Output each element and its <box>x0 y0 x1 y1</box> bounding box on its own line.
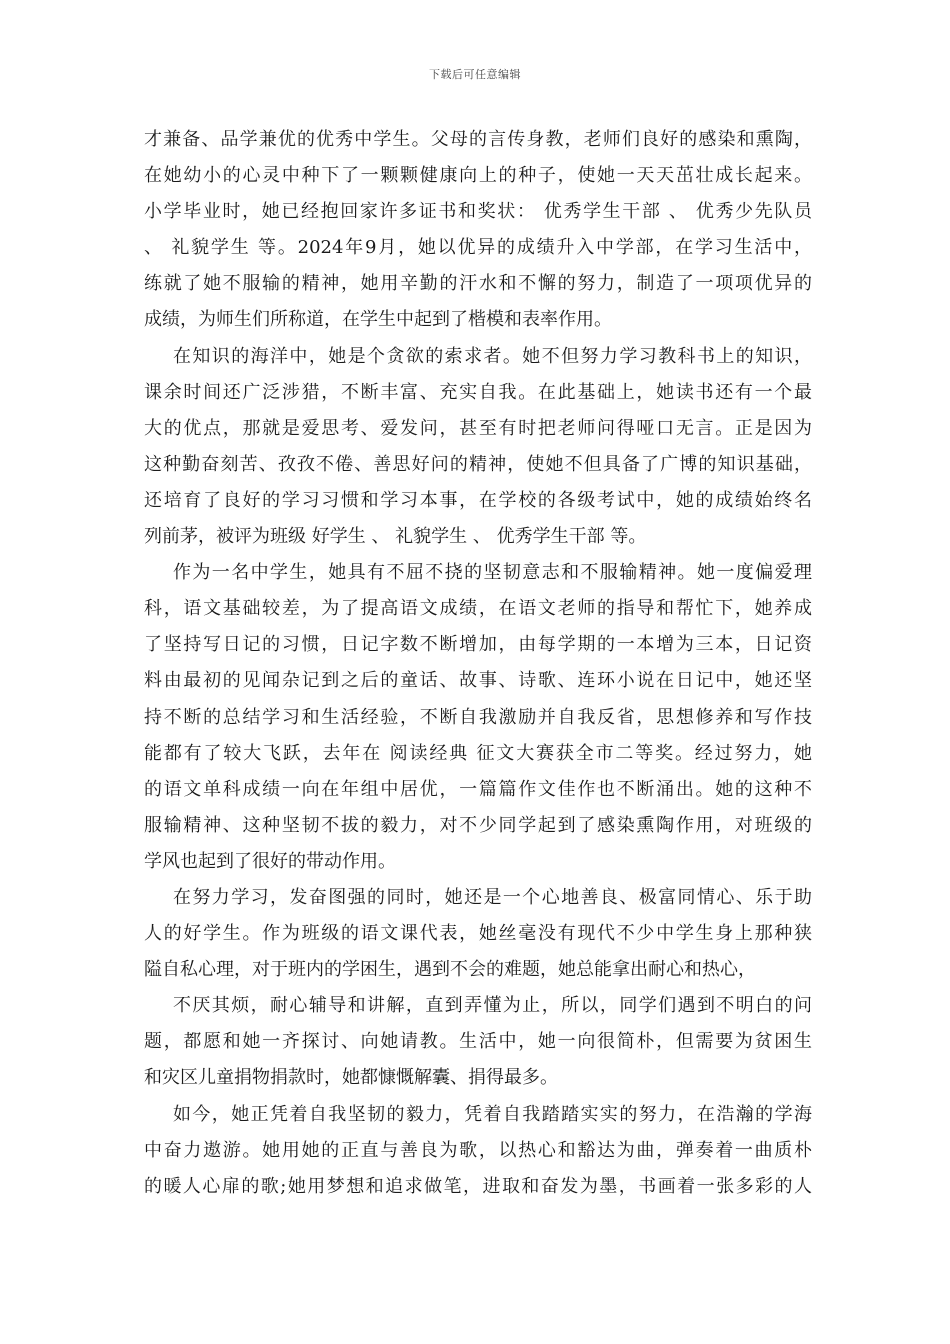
text-line: 科，语文基础较差，为了提高语文成绩，在语文老师的指导和帮忙下，她养成 <box>144 598 812 620</box>
text-line: 小学毕业时，她已经抱回家许多证书和奖状： 优秀学生干部 、 优秀少先队员 <box>144 201 812 223</box>
text-line: 了坚持写日记的习惯，日记字数不断增加，由每学期的一本增为三本，日记资 <box>144 634 812 656</box>
text-line: 成绩，为师生们所称道，在学生中起到了楷模和表率作用。 <box>144 309 612 331</box>
text-line: 持不断的总结学习和生活经验，不断自我激励并自我反省，思想修养和写作技 <box>144 706 812 728</box>
text-line: 在努力学习，发奋图强的同时，她还是一个心地善良、极富同情心、乐于助 <box>173 886 812 908</box>
text-line: 题，都愿和她一齐探讨、向她请教。生活中，她一向很简朴，但需要为贫困生 <box>144 1031 812 1053</box>
text-line: 服输精神、这种坚韧不拔的毅力，对不少同学起到了感染熏陶作用，对班级的 <box>144 814 812 836</box>
text-line: 料由最初的见闻杂记到之后的童话、故事、诗歌、连环小说在日记中，她还坚 <box>144 670 812 692</box>
text-line: 在她幼小的心灵中种下了一颗颗健康向上的种子，使她一天天茁壮成长起来。 <box>144 165 812 187</box>
text-line: 和灾区儿童捐物捐款时，她都慷慨解囊、捐得最多。 <box>144 1067 558 1089</box>
text-line: 作为一名中学生，她具有不屈不挠的坚韧意志和不服输精神。她一度偏爱理 <box>173 562 812 584</box>
text-line: 才兼备、品学兼优的优秀中学生。父母的言传身教，老师们良好的感染和熏陶， <box>144 129 812 150</box>
body-text <box>144 122 812 1205</box>
text-line: 的暖人心扉的歌;她用梦想和追求做笔，进取和奋发为墨，书画着一张多彩的人 <box>144 1175 812 1197</box>
text-line: 大的优点，那就是爱思考、爱发问，甚至有时把老师问得哑口无言。正是因为 <box>144 417 812 439</box>
text-line: 隘自私心理，对于班内的学困生，遇到不会的难题，她总能拿出耐心和热心， <box>144 959 756 981</box>
text-line: 的语文单科成绩一向在年组中居优，一篇篇作文佳作也不断涌出。她的这种不 <box>144 778 812 800</box>
text-line: 中奋力遨游。她用她的正直与善良为歌，以热心和豁达为曲，弹奏着一曲质朴 <box>144 1139 812 1161</box>
text-line: 、 礼貌学生 等。2024年9月，她以优异的成绩升入中学部，在学习生活中， <box>144 237 812 259</box>
text-line: 人的好学生。作为班级的语文课代表，她丝毫没有现代不少中学生身上那种狭 <box>144 923 812 945</box>
text-line: 还培育了良好的学习习惯和学习本事，在学校的各级考试中，她的成绩始终名 <box>144 489 812 511</box>
text-line: 学风也起到了很好的带动作用。 <box>144 850 396 872</box>
text-line: 列前茅，被评为班级 好学生 、 礼貌学生 、 优秀学生干部 等。 <box>144 526 647 548</box>
text-line: 这种勤奋刻苦、孜孜不倦、善思好问的精神，使她不但具备了广博的知识基础， <box>144 453 812 475</box>
text-line: 不厌其烦，耐心辅导和讲解，直到弄懂为止，所以，同学们遇到不明白的问 <box>173 995 812 1017</box>
page-header-note: 下载后可任意编辑 <box>429 68 521 81</box>
text-line: 如今，她正凭着自我坚韧的毅力，凭着自我踏踏实实的努力，在浩瀚的学海 <box>173 1103 812 1125</box>
text-line: 课余时间还广泛涉猎，不断丰富、充实自我。在此基础上，她读书还有一个最 <box>144 381 812 403</box>
text-line: 在知识的海洋中，她是个贪欲的索求者。她不但努力学习教科书上的知识， <box>173 345 812 367</box>
text-line: 能都有了较大飞跃，去年在 阅读经典 征文大赛获全市二等奖。经过努力，她 <box>144 742 812 764</box>
text-line: 练就了她不服输的精神，她用辛勤的汗水和不懈的努力，制造了一项项优异的 <box>144 273 812 295</box>
